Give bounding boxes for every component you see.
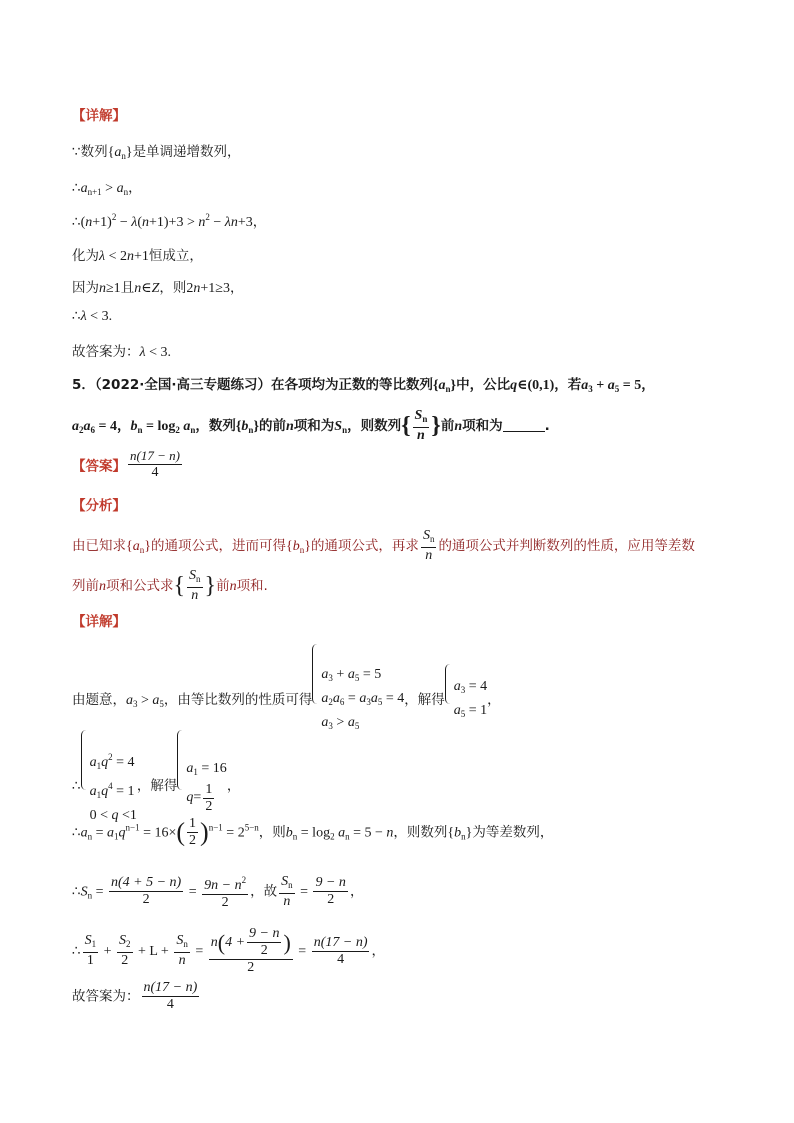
detail-tag-1: 【详解】	[72, 108, 126, 124]
analysis-tag: 【分析】	[72, 498, 126, 514]
detail2-line1: 由题意，$a_3 > a_5$，由等比数列的性质可得 $a_3 + a_5 = 5$ $a_2a_6 = a_3a_5 = 4$ $a_3 > a_5$ ，解得 $a_3 = 4$ $a_5 = 1$ ，	[72, 644, 501, 736]
answer-line: 【答案】 $\frac{n(17 - n)}{4}$	[72, 448, 180, 480]
detail1-line3: $\therefore(n+1)^2 - \lambda(n+1)+3 > n^2 - \lambda n+3$，	[72, 212, 267, 230]
detail2-line3: $\therefore a_n = a_1q^{n-1} = 16\times$( $\frac{1}{2}$ )$^{n-1} = 2^{5-n}$，则$b_n = \log_2 a_n = 5 - n$，则数列$\{b_n\}$为等差数列，	[72, 816, 554, 848]
detail1-line4: 化为λ < 2n+1恒成立，	[72, 248, 203, 264]
detail1-line6: ∴λ < 3.	[72, 308, 113, 324]
detail2-line5: ∴ $\frac{S_1}{1}$ + $\frac{S_2}{2}$ + L + $\frac{S_n}{n}$ = n ( 4 + $\frac{9 - n}{2}$ ) 2 = $\frac{n(17 - n)}{4}$ ，	[72, 926, 385, 975]
answer-blank	[503, 431, 545, 432]
detail1-line2: $\therefore a_{n+1} > a_n$，	[72, 180, 142, 197]
detail1-line1: ∵数列$\{a_n\}$是单调递增数列，	[72, 144, 241, 161]
detail1-line7: 故答案为：λ < 3.	[72, 344, 171, 360]
detail1-line5: 因为n≥1且n∈Z，则2n+1≥3，	[72, 280, 244, 296]
problem5-line2: $a_2a_6 = 4$，$b_n = \log_2 a_n$，数列$\{b_n\}$的前n项和为$S_n$，则数列 { $\frac{S_n}{n}$ } 前n项和为 .	[72, 408, 550, 443]
analysis-line1: 由已知求$\{a_n\}$的通项公式，进而可得$\{b_n\}$的通项公式，再求 $\frac{S_n}{n}$ 的通项公式并判断数列的性质，应用等差数	[72, 528, 695, 563]
detail-tag-2: 【详解】	[72, 614, 126, 630]
detail2-line2: ∴ $a_1q^2 = 4$ $a_1q^4 = 1$ 0 < q <1 ，解得 $a_1 = 16$ q = $\frac{1}{2}$ ，	[72, 730, 240, 826]
detail2-line6: 故答案为： $\frac{n(17 - n)}{4}$	[72, 980, 198, 1012]
detail2-line4: $\therefore S_n$ = $\frac{n(4 + 5 - n)}{2}$ = $\frac{9n - n^2}{2}$ ，故 $\frac{S_n}{n}$ = $\frac{9 - n}{2}$ ，	[72, 873, 364, 910]
analysis-line2: 列前n项和公式求 { $\frac{S_n}{n}$ } 前n项和.	[72, 568, 268, 603]
problem5-line1: 5．（2022·全国·高三专题练习）在各项均为正数的等比数列$\{a_n\}$中，公比q∈(0,1)，若$a_3 + a_5 = 5$，	[72, 377, 655, 394]
